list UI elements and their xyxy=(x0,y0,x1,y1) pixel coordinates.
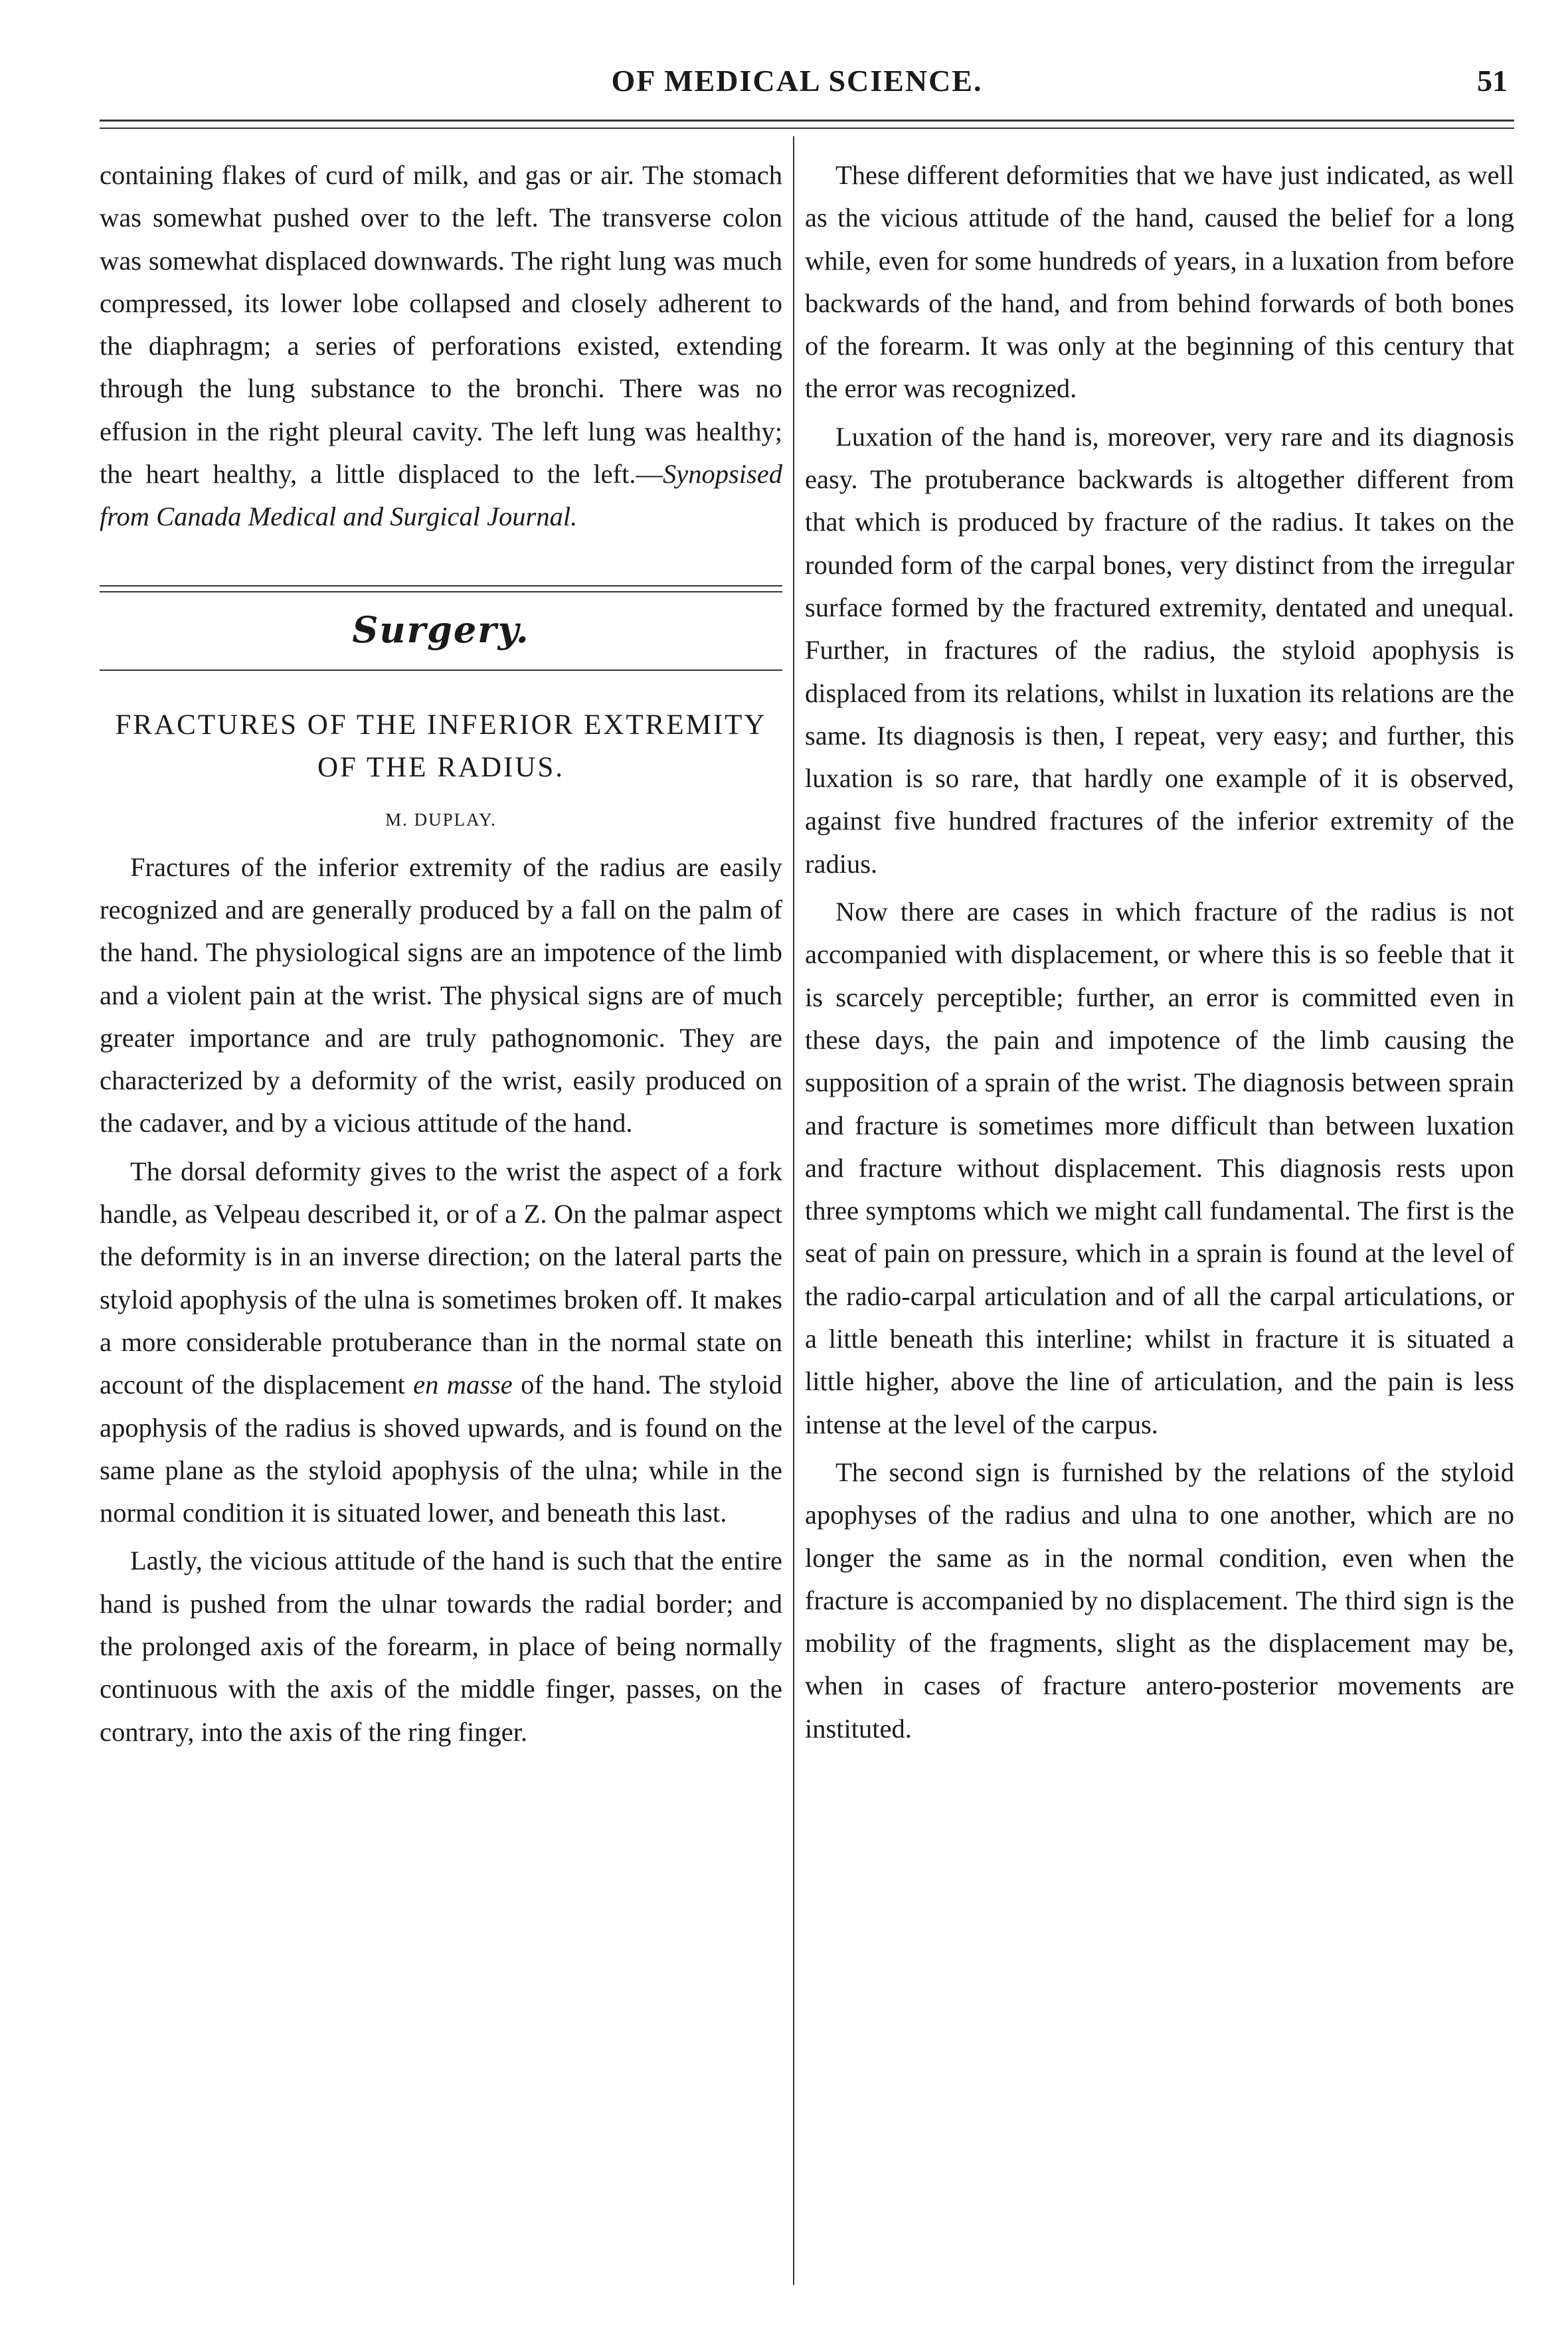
article-title: FRACTURES OF THE INFERIOR EXTREMITY OF THE RADIUS. xyxy=(115,709,767,783)
case-report-source: Synopsised from Canada Medical and Surgical Journal. xyxy=(100,459,782,532)
article-author: M. DUPLAY. xyxy=(385,809,497,830)
section-heading: Surgery. xyxy=(352,608,530,651)
page-number: 51 xyxy=(1477,64,1508,98)
article-paragraph: These different deformities that we have just indicated, as well as the vicious attitude of the hand, caused the belief for a long while, even for some hundreds of years, in a luxation from before backwards of the hand, and from behind forwards of both bones of the forearm. It was only at the beginning of this century that the error was recognized. xyxy=(805,160,1514,404)
header-rule-bottom xyxy=(100,128,1514,129)
article-paragraph: Now there are cases in which fracture of the radius is not accompanied with displacement, or where this is so feeble that it is scarcely perceptible; further, an error is committed even in these days, the pain and impotence of the limb causing the supposition of a sprain of the wrist. The diagnosis between sprain and fracture is sometimes more difficult than between luxation and fracture without displacement. This diagnosis rests upon three symptoms which we might call fundamental. The first is the seat of pain on pressure, which in a sprain is found at the level of the radio-carpal articulation and of all the carpal articulations, or a little beneath this interline; whilst in fracture it is situated a little higher, above the line of articulation, and the pain is less intense at the level of the carpus. xyxy=(805,897,1514,1439)
section-rule-top-inner xyxy=(100,591,782,592)
paragraph-text: The dorsal deformity gives to the wrist the aspect of a fork handle, as Velpeau described it, or of a Z. On the palmar aspect the deformity is in an inverse direction; on the lateral parts the styloid apophysis of the ulna is sometimes broken off. It makes a more considerable protuberance than in the normal state on account of the displacement xyxy=(100,1156,782,1400)
case-report-text: containing flakes of curd of milk, and gas or air. The stomach was somewhat pushed over to the left. The transverse colon was somewhat displaced downwards. The right lung was much compressed, its lower lobe collapsed and closely adherent to the diaphragm; a series of perforations existed, extending through the lung substance to the bronchi. There was no effusion in the right pleural cavity. The left lung was healthy; the heart healthy, a little displaced to the left.— xyxy=(100,160,782,490)
article-paragraph: Luxation of the hand is, moreover, very rare and its diagnosis easy. The protuberance backwards is altogether different from that which is produced by fracture of the radius. It takes on the rounded form of the carpal bones, very distinct from the irregular surface formed by the fractured extremity, dentated and unequal. Further, in fractures of the radius, the styloid apophysis is displaced from its relations, whilst in luxation its relations are the same. Its diagnosis is then, I repeat, very easy; and further, this luxation is so rare, that hardly one example of it is observed, against five hundred fractures of the inferior extremity of the radius. xyxy=(805,421,1514,879)
section-rule-bottom xyxy=(100,670,782,671)
section-rule-top xyxy=(100,585,782,586)
running-title: OF MEDICAL SCIENCE. xyxy=(611,64,983,98)
column-divider xyxy=(793,136,794,2285)
case-report-continuation xyxy=(100,154,782,539)
paragraph-italic: en masse xyxy=(413,1370,513,1400)
article-paragraph: Lastly, the vicious attitude of the hand is such that the entire hand is pushed from the ulnar towards the radial border; and the prolonged axis of the forearm, in place of being normally continuous with the axis of the middle finger, passes, on the contrary, into the axis of the ring finger. xyxy=(100,1546,782,1747)
left-column xyxy=(100,154,782,1753)
article-paragraph: The second sign is furnished by the relations of the styloid apophyses of the radius and ulna to one another, which are no longer the same as in the normal condition, even when the fracture is accompanied by no displacement. The third sign is the mobility of the fragments, slight as the displacement may be, when in cases of fracture antero-posterior movements are instituted. xyxy=(805,1457,1514,1744)
paragraph-text-tail: of the hand. The styloid apophysis of the radius is shoved upwards, and is found on the same plane as the styloid apophysis of the ulna; while in the normal condition it is situated lower, and beneath this last. xyxy=(100,1370,782,1528)
right-column xyxy=(805,154,1514,1750)
page-header xyxy=(86,63,1508,110)
article-paragraph: Fractures of the inferior extremity of the radius are easily recognized and are generally produced by a fall on the palm of the hand. The physiological signs are an impotence of the limb and a violent pain at the wrist. The physical signs are of much greater importance and are truly pathognomonic. They are characterized by a deformity of the wrist, easily produced on the cadaver, and by a vicious attitude of the hand. xyxy=(100,852,782,1138)
header-rule-top xyxy=(100,120,1514,122)
article-paragraph xyxy=(100,1150,782,1535)
